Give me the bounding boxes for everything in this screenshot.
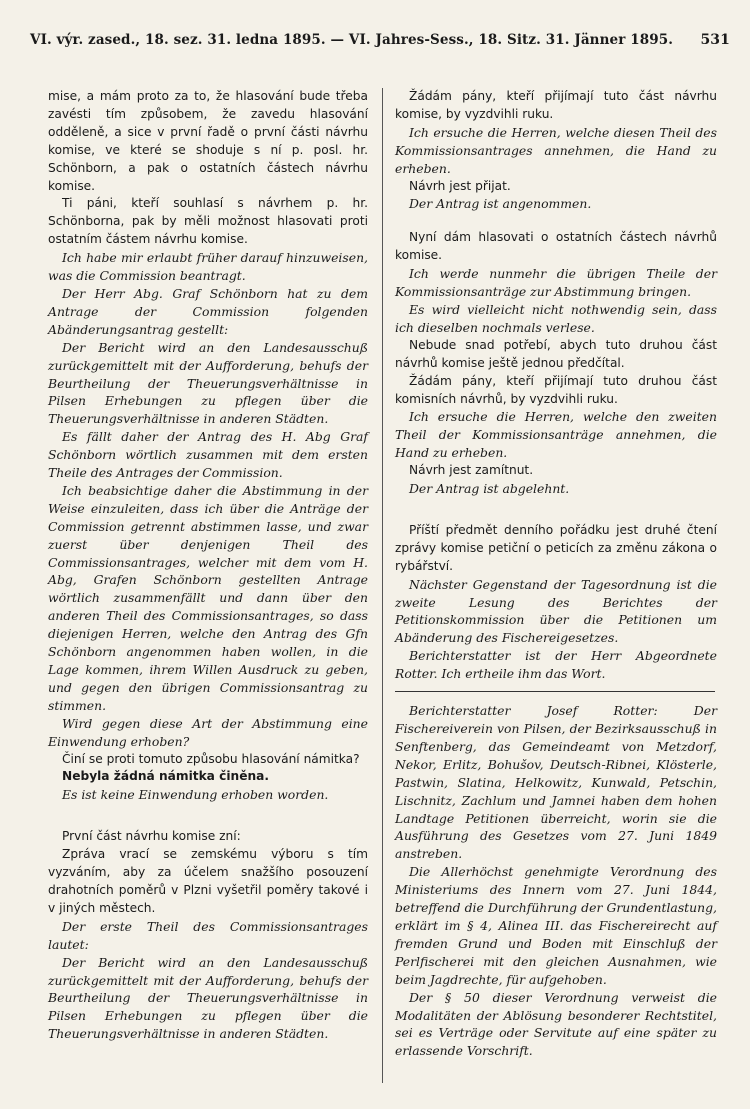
paragraph: Der § 50 dieser Verordnung verweist die Modalitäten der Ablösung besonderer Rechtstitel, sei es Verträge oder Servitute auf eine später zu erlassende Vorschrift. [395, 989, 717, 1059]
paragraph: Nächster Gegenstand der Tagesordnung ist die zweite Lesung des Berichtes der Petitionskommission über die Petitionen um Abänderung des Fischereigesetzes. [395, 576, 717, 646]
paragraph: Berichterstatter Josef Rotter: Der Fischereiverein von Pilsen, der Bezirksausschuß in Senftenberg, das Gemeindeamt von Metzdorf, Nekor, Erlitz, Bohušov, Deutsch-Ribnei, Klösterle, Pastwin, Slatina, Helkowitz, Kunwald, Petschin, Lischnitz, Zachlum und Jamnei haben dem hohen Landtage Petitionen überreicht, worin sie die Ausführung des Gesetzes vom 27. Juni 1849 anstreben. [395, 703, 717, 862]
paragraph: Nyní dám hlasovati o ostatních částech návrhů komise. [395, 230, 717, 263]
vote-result: Návrh jest přijat. [409, 178, 511, 193]
vote-result: Návrh jest zamítnut. [409, 463, 534, 478]
paragraph: Es wird vielleicht nicht nothwendig sein, dass ich dieselben nochmals verlese. [395, 301, 717, 335]
paragraph: mise, a mám proto za to, že hlasování bude třeba zavésti tím způsobem, že zavedu hlasování odděleně, a sice v první řadě o první části návrhu komise, ve které se shoduje s ní p. posl. hr. Schönborn, a pak o ostatních částech návrhu komise. [48, 89, 368, 193]
paragraph: Nebyla žádná námitka činěna. [62, 769, 270, 784]
left-column [48, 88, 368, 1043]
paragraph: Zpráva vrací se zemskému výboru s tím vyzváním, aby za účelem snažšího posouzení drahotních poměrů v Plzni vyšetřil poměry takové i v jiných městech. [48, 847, 368, 915]
page-header [30, 32, 730, 48]
section-heading: První část návrhu komise zní: [62, 829, 241, 844]
paragraph: Nebude snad potřebí, abych tuto druhou část návrhů komise ještě jednou předčítal. [395, 337, 717, 370]
paragraph: Der Bericht wird an den Landesausschuß zurückgemittelt mit der Aufforderung, behufs der Beurtheilung der Theuerungsverhältnisse in Pilsen Erhebungen zu pflegen über die Theuerungsverhältnisse in anderen Städten. [48, 954, 368, 1042]
paragraph: Berichterstatter ist der Herr Abgeordnete Rotter. Ich ertheile ihm das Wort. [395, 648, 717, 682]
paragraph: Ti páni, kteří souhlasí s návrhem p. hr. Schönborna, pak by měli možnost hlasovati proti ostatním částem návrhu komise. [48, 196, 368, 247]
page-number: 531 [700, 32, 730, 48]
paragraph: Žádám pány, kteří přijímají tuto část návrhu komise, by vyzdvihli ruku. [395, 89, 717, 121]
paragraph: Ich habe mir erlaubt früher darauf hinzuweisen, was die Commission beantragt. [48, 250, 368, 284]
paragraph: Činí se proti tomuto způsobu hlasování námitka? [62, 751, 360, 766]
paragraph: Es ist keine Einwendung erhoben worden. [62, 787, 329, 803]
paragraph: Der Herr Abg. Graf Schönborn hat zu dem Antrage der Commission folgenden Abänderungsantrag gestellt: [48, 285, 368, 337]
section-rule [395, 691, 715, 692]
paragraph: Ich ersuche die Herren, welche diesen Theil des Kommissionsantrages annehmen, die Hand zu erheben. [395, 124, 717, 176]
paragraph: Wird gegen diese Art der Abstimmung eine Einwendung erhoben? [48, 715, 368, 749]
agenda-item: Příští předmět denního pořádku jest druhé čtení zprávy komise petiční o peticích za změnu zákona o rybářství. [395, 522, 717, 573]
paragraph: Der Bericht wird an den Landesausschuß zurückgemittelt mit der Aufforderung, behufs der Beurtheilung der Theuerungsverhältnisse in Pilsen Erhebungen zu pflegen über die Theuerungsverhältnisse in anderen Städten. [48, 339, 368, 427]
column-divider [382, 88, 383, 1083]
paragraph: Ich ersuche die Herren, welche den zweiten Theil der Kommissionsanträge annehmen, die Hand zu erheben. [395, 409, 717, 461]
vote-result: Der Antrag ist angenommen. [409, 196, 592, 212]
paragraph: Der erste Theil des Commissionsantrages lautet: [48, 918, 368, 952]
paragraph: Ich beabsichtige daher die Abstimmung in der Weise einzuleiten, dass ich über die Anträge der Commission getrennt abstimmen lasse, und zwar zuerst über denjenigen Theil des Commissionsantrages, welcher mit dem vom H. Abg, Grafen Schönborn gestellten Antrage wörtlich zusammenfällt und dann über den anderen Theil des Commissionsantrages, so dass diejenigen Herren, welche den Antrag des Gfn Schönborn angenommen haben wollen, in die Lage kommen, ihrem Willen Ausdruck zu geben, und gegen den übrigen Commissionsantrag zu stimmen. [48, 482, 368, 713]
header-title: VI. výr. zased., 18. sez. 31. ledna 1895. — VI. Jahres-Sess., 18. Sitz. 31. Jänner 1895. [30, 32, 673, 48]
paragraph: Žádám pány, kteří přijímají tuto druhou část komisních návrhů, by vyzdvihli ruku. [395, 373, 717, 406]
right-column [395, 88, 717, 1060]
paragraph: Die Allerhöchst genehmigte Verordnung des Ministeriums des Innern vom 27. Juni 1844, betreffend die Durchführung der Grundentlastung, erklärt im § 4, Alinea III. das Fischereirecht auf fremden Grund und Boden mit Einschluß der Perlfischerei mit den gleichen Ausnahmen, wie beim Jagdrechte, für aufgehoben. [395, 864, 717, 987]
paragraph: Ich werde nunmehr die übrigen Theile der Kommissionsanträge zur Abstimmung bringen. [395, 266, 717, 300]
paragraph: Es fällt daher der Antrag des H. Abg Graf Schönborn wörtlich zusammen mit dem ersten Theile des Antrages der Commission. [48, 429, 368, 481]
vote-result: Der Antrag ist abgelehnt. [409, 481, 570, 497]
